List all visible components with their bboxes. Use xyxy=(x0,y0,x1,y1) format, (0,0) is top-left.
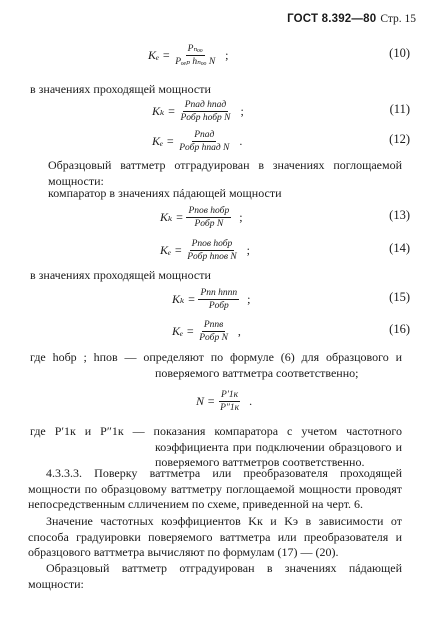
paragraph: где P′1к и P″1к — показания компаратора с учетом частотного коэффициента при подключении образцового и поверяемого ваттметров соответственно. xyxy=(30,424,402,469)
formula-number: (16) xyxy=(389,322,410,336)
formula-14: Kₑ = $\frac{\text{Pпов hобр}}{\text{Pобр hпов N}}$ ; (14) xyxy=(160,238,410,262)
formula-number: (15) xyxy=(389,290,410,304)
formula-numerator: Pₙₒₒ xyxy=(187,43,203,54)
paragraph: где hобр ; hпов — определяют по формуле (6) для образцового и поверяемого ваттметра соответственно; xyxy=(30,350,402,380)
formula-10: Kₑ = $\frac{\text{Pₙₒₒ}}{\text{Pₒₑₚ hₙₒₒ N}}$ ; (10) xyxy=(148,43,410,67)
formula-13: Kₖ = $\frac{\text{Pпов hобр}}{\text{Pобр N}}$ ; (13) xyxy=(160,205,410,229)
formula-number: (12) xyxy=(389,132,410,146)
formula-number: (14) xyxy=(389,241,410,255)
formula-denominator: Pₒₑₚ hₙₒₒ N xyxy=(175,56,216,67)
paragraph: Образцовый ваттметр отградуирован в значениях поглощаемой мощности: xyxy=(48,158,402,188)
formula-number: (11) xyxy=(389,102,410,116)
formula-lhs: Kₑ = xyxy=(148,47,171,62)
paragraph: Образцовый ваттметр отградуирован в значениях пáдающей мощности: xyxy=(28,561,402,591)
paragraph: Значение частотных коэффициентов Kк и Kэ в зависимости от способа градуировки поверяемого ваттметра или преобразователя и образцового ваттметра вычисляют по формулам (17) — (20). xyxy=(28,514,402,559)
standard-number: ГОСТ 8.392—80 xyxy=(287,13,377,25)
formula-n: N = $\frac{P'1к}{P''1к}$ . xyxy=(196,389,253,413)
formula-16: Kₑ = $\frac{\text{Pппв}}{\text{Pобр N}}$ , (16) xyxy=(172,319,410,343)
formula-15: Kₖ = $\frac{\text{Pпп hппп}}{\text{Pобр}}$ ; (15) xyxy=(172,287,410,311)
page-number: Стр. 15 xyxy=(380,13,416,25)
formula-12: Kₑ = $\frac{\text{Pпад}}{\text{Pобр hпад N}}$ . (12) xyxy=(152,129,410,153)
paragraph: в значениях проходящей мощности xyxy=(30,82,211,96)
formula-11: Kₖ = $\frac{\text{Pпад hпад}}{\text{Pобр hобр N}}$ ; (11) xyxy=(152,99,410,123)
formula-number: (13) xyxy=(389,208,410,222)
page-header xyxy=(287,13,416,25)
paragraph: компаратор в значениях пáдающей мощности xyxy=(48,186,282,200)
formula-number: (10) xyxy=(389,46,410,60)
paragraph: в значениях проходящей мощности xyxy=(30,268,211,282)
paragraph: 4.3.3.3. Поверку ваттметра или преобразователя проходящей мощности по образцовому ваттметру поглощаемой мощности проводят непосредственным слличением по схеме, приведенной на черт. 6. xyxy=(28,466,402,511)
